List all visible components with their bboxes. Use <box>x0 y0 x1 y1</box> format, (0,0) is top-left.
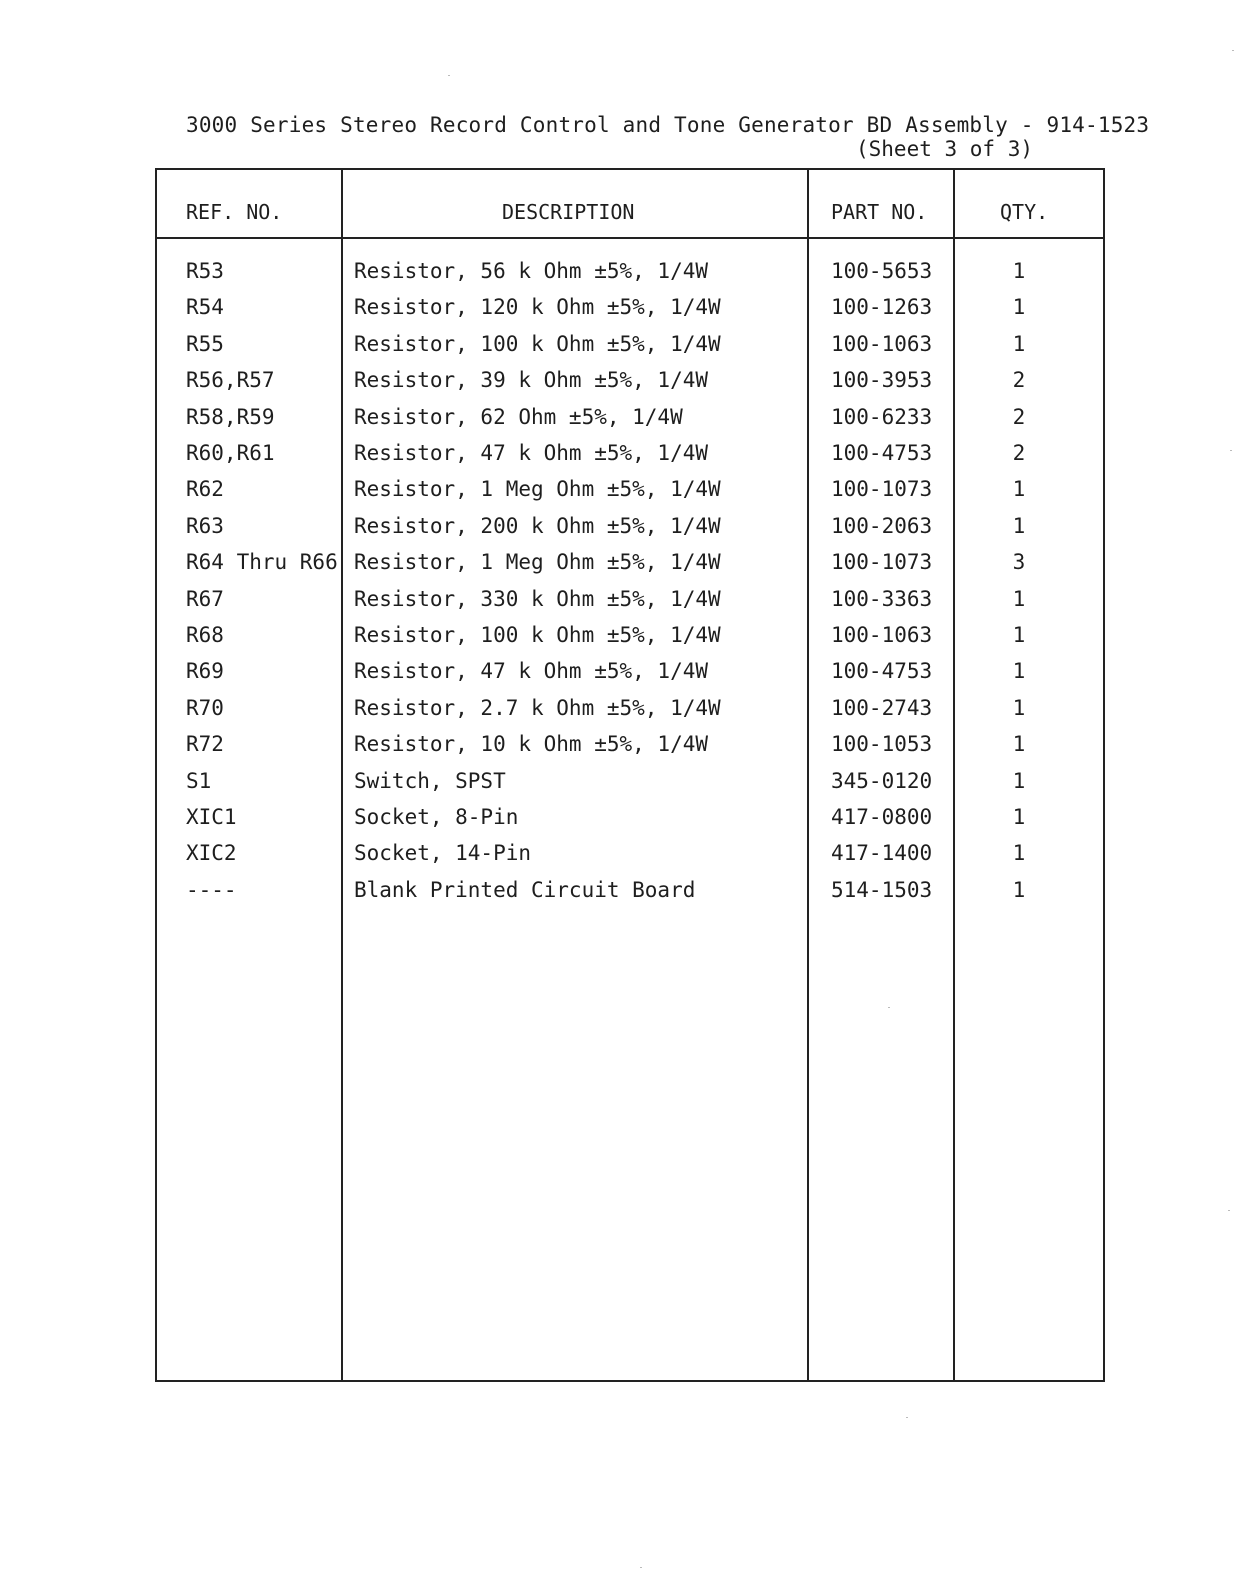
table-row <box>0 514 1244 550</box>
part-no-cell: 100-1053 <box>831 732 933 757</box>
ref-no-cell: R58,R59 <box>186 404 275 429</box>
header-divider <box>155 237 1105 239</box>
qty-cell: 1 <box>1012 586 1026 611</box>
part-no-cell: 100-5653 <box>831 259 933 283</box>
scan-speck <box>1230 450 1232 451</box>
description-cell: Resistor, 120 k Ohm ±5%, 1/4W <box>354 295 721 320</box>
qty-cell: 1 <box>1012 659 1026 684</box>
table-row <box>0 805 1244 841</box>
qty-cell: 1 <box>1012 877 1026 902</box>
header-description: DESCRIPTION <box>502 200 635 224</box>
table-row <box>0 295 1244 331</box>
header-qty: QTY. <box>1000 200 1049 224</box>
header-ref-no: REF. NO. <box>186 200 283 224</box>
description-cell: Resistor, 1 Meg Ohm ±5%, 1/4W <box>354 550 721 575</box>
description-cell: Resistor, 330 k Ohm ±5%, 1/4W <box>354 586 721 611</box>
qty-cell: 1 <box>1012 732 1026 757</box>
ref-no-cell: R63 <box>186 513 224 538</box>
ref-no-cell: ---- <box>186 877 237 902</box>
part-no-cell: 514-1503 <box>831 877 933 902</box>
ref-no-cell: R53 <box>186 259 224 283</box>
ref-no-cell: R54 <box>186 295 224 320</box>
table-row <box>0 441 1244 477</box>
qty-cell: 1 <box>1012 259 1026 283</box>
qty-cell: 1 <box>1012 805 1026 829</box>
part-no-cell: 100-3953 <box>831 368 933 393</box>
description-cell: Switch, SPST <box>354 768 506 793</box>
document-title: 3000 Series Stereo Record Control and Tone Generator BD Assembly - 914-1523 <box>186 113 1150 137</box>
table-row <box>0 587 1244 623</box>
table-row <box>0 550 1244 586</box>
qty-cell: 1 <box>1012 513 1026 538</box>
part-no-cell: 100-1063 <box>831 331 933 356</box>
qty-cell: 3 <box>1012 550 1026 575</box>
scan-speck <box>906 1417 908 1418</box>
table-row <box>0 696 1244 732</box>
ref-no-cell: R67 <box>186 586 224 611</box>
ref-no-cell: R64 Thru R66 <box>186 550 338 575</box>
qty-cell: 1 <box>1012 477 1026 502</box>
part-no-cell: 417-1400 <box>831 841 933 866</box>
description-cell: Resistor, 200 k Ohm ±5%, 1/4W <box>354 513 721 538</box>
qty-cell: 1 <box>1012 623 1026 647</box>
part-no-cell: 345-0120 <box>831 768 933 793</box>
qty-cell: 1 <box>1012 295 1026 320</box>
scan-speck <box>640 1567 642 1568</box>
ref-no-cell: S1 <box>186 768 212 793</box>
part-no-cell: 100-4753 <box>831 441 933 465</box>
part-no-cell: 100-2743 <box>831 695 933 720</box>
description-cell: Resistor, 2.7 k Ohm ±5%, 1/4W <box>354 695 721 720</box>
description-cell: Resistor, 62 Ohm ±5%, 1/4W <box>354 404 683 429</box>
part-no-cell: 100-1073 <box>831 550 933 575</box>
table-row <box>0 332 1244 368</box>
table-row <box>0 841 1244 877</box>
description-cell: Resistor, 56 k Ohm ±5%, 1/4W <box>354 259 709 283</box>
part-no-cell: 100-6233 <box>831 404 933 429</box>
ref-no-cell: R56,R57 <box>186 368 275 393</box>
ref-no-cell: R60,R61 <box>186 441 275 465</box>
scan-speck <box>448 75 450 76</box>
scan-speck <box>1228 1210 1230 1211</box>
qty-cell: 2 <box>1012 441 1026 465</box>
qty-cell: 2 <box>1012 368 1026 393</box>
description-cell: Resistor, 47 k Ohm ±5%, 1/4W <box>354 659 709 684</box>
ref-no-cell: XIC2 <box>186 841 237 866</box>
ref-no-cell: R62 <box>186 477 224 502</box>
table-row <box>0 623 1244 659</box>
description-cell: Socket, 8-Pin <box>354 805 519 829</box>
table-row <box>0 878 1244 914</box>
qty-cell: 1 <box>1012 331 1026 356</box>
description-cell: Resistor, 100 k Ohm ±5%, 1/4W <box>354 623 721 647</box>
table-row <box>0 769 1244 805</box>
description-cell: Resistor, 10 k Ohm ±5%, 1/4W <box>354 732 709 757</box>
description-cell: Resistor, 1 Meg Ohm ±5%, 1/4W <box>354 477 721 502</box>
qty-cell: 1 <box>1012 768 1026 793</box>
qty-cell: 2 <box>1012 404 1026 429</box>
part-no-cell: 100-1263 <box>831 295 933 320</box>
part-no-cell: 100-2063 <box>831 513 933 538</box>
sheet-indicator: (Sheet 3 of 3) <box>856 137 1034 161</box>
ref-no-cell: R55 <box>186 331 224 356</box>
table-row <box>0 659 1244 695</box>
table-row <box>0 732 1244 768</box>
scan-speck <box>888 1007 890 1008</box>
ref-no-cell: R70 <box>186 695 224 720</box>
ref-no-cell: R72 <box>186 732 224 757</box>
part-no-cell: 100-1063 <box>831 623 933 647</box>
part-no-cell: 417-0800 <box>831 805 933 829</box>
part-no-cell: 100-4753 <box>831 659 933 684</box>
qty-cell: 1 <box>1012 841 1026 866</box>
header-part-no: PART NO. <box>831 200 928 224</box>
part-no-cell: 100-3363 <box>831 586 933 611</box>
ref-no-cell: R68 <box>186 623 224 647</box>
description-cell: Resistor, 39 k Ohm ±5%, 1/4W <box>354 368 709 393</box>
description-cell: Resistor, 47 k Ohm ±5%, 1/4W <box>354 441 709 465</box>
description-cell: Resistor, 100 k Ohm ±5%, 1/4W <box>354 331 721 356</box>
part-no-cell: 100-1073 <box>831 477 933 502</box>
ref-no-cell: R69 <box>186 659 224 684</box>
scan-speck <box>1232 50 1234 51</box>
table-row <box>0 477 1244 513</box>
qty-cell: 1 <box>1012 695 1026 720</box>
table-row <box>0 259 1244 295</box>
description-cell: Socket, 14-Pin <box>354 841 532 866</box>
description-cell: Blank Printed Circuit Board <box>354 877 696 902</box>
ref-no-cell: XIC1 <box>186 805 237 829</box>
table-row <box>0 368 1244 404</box>
table-row <box>0 405 1244 441</box>
